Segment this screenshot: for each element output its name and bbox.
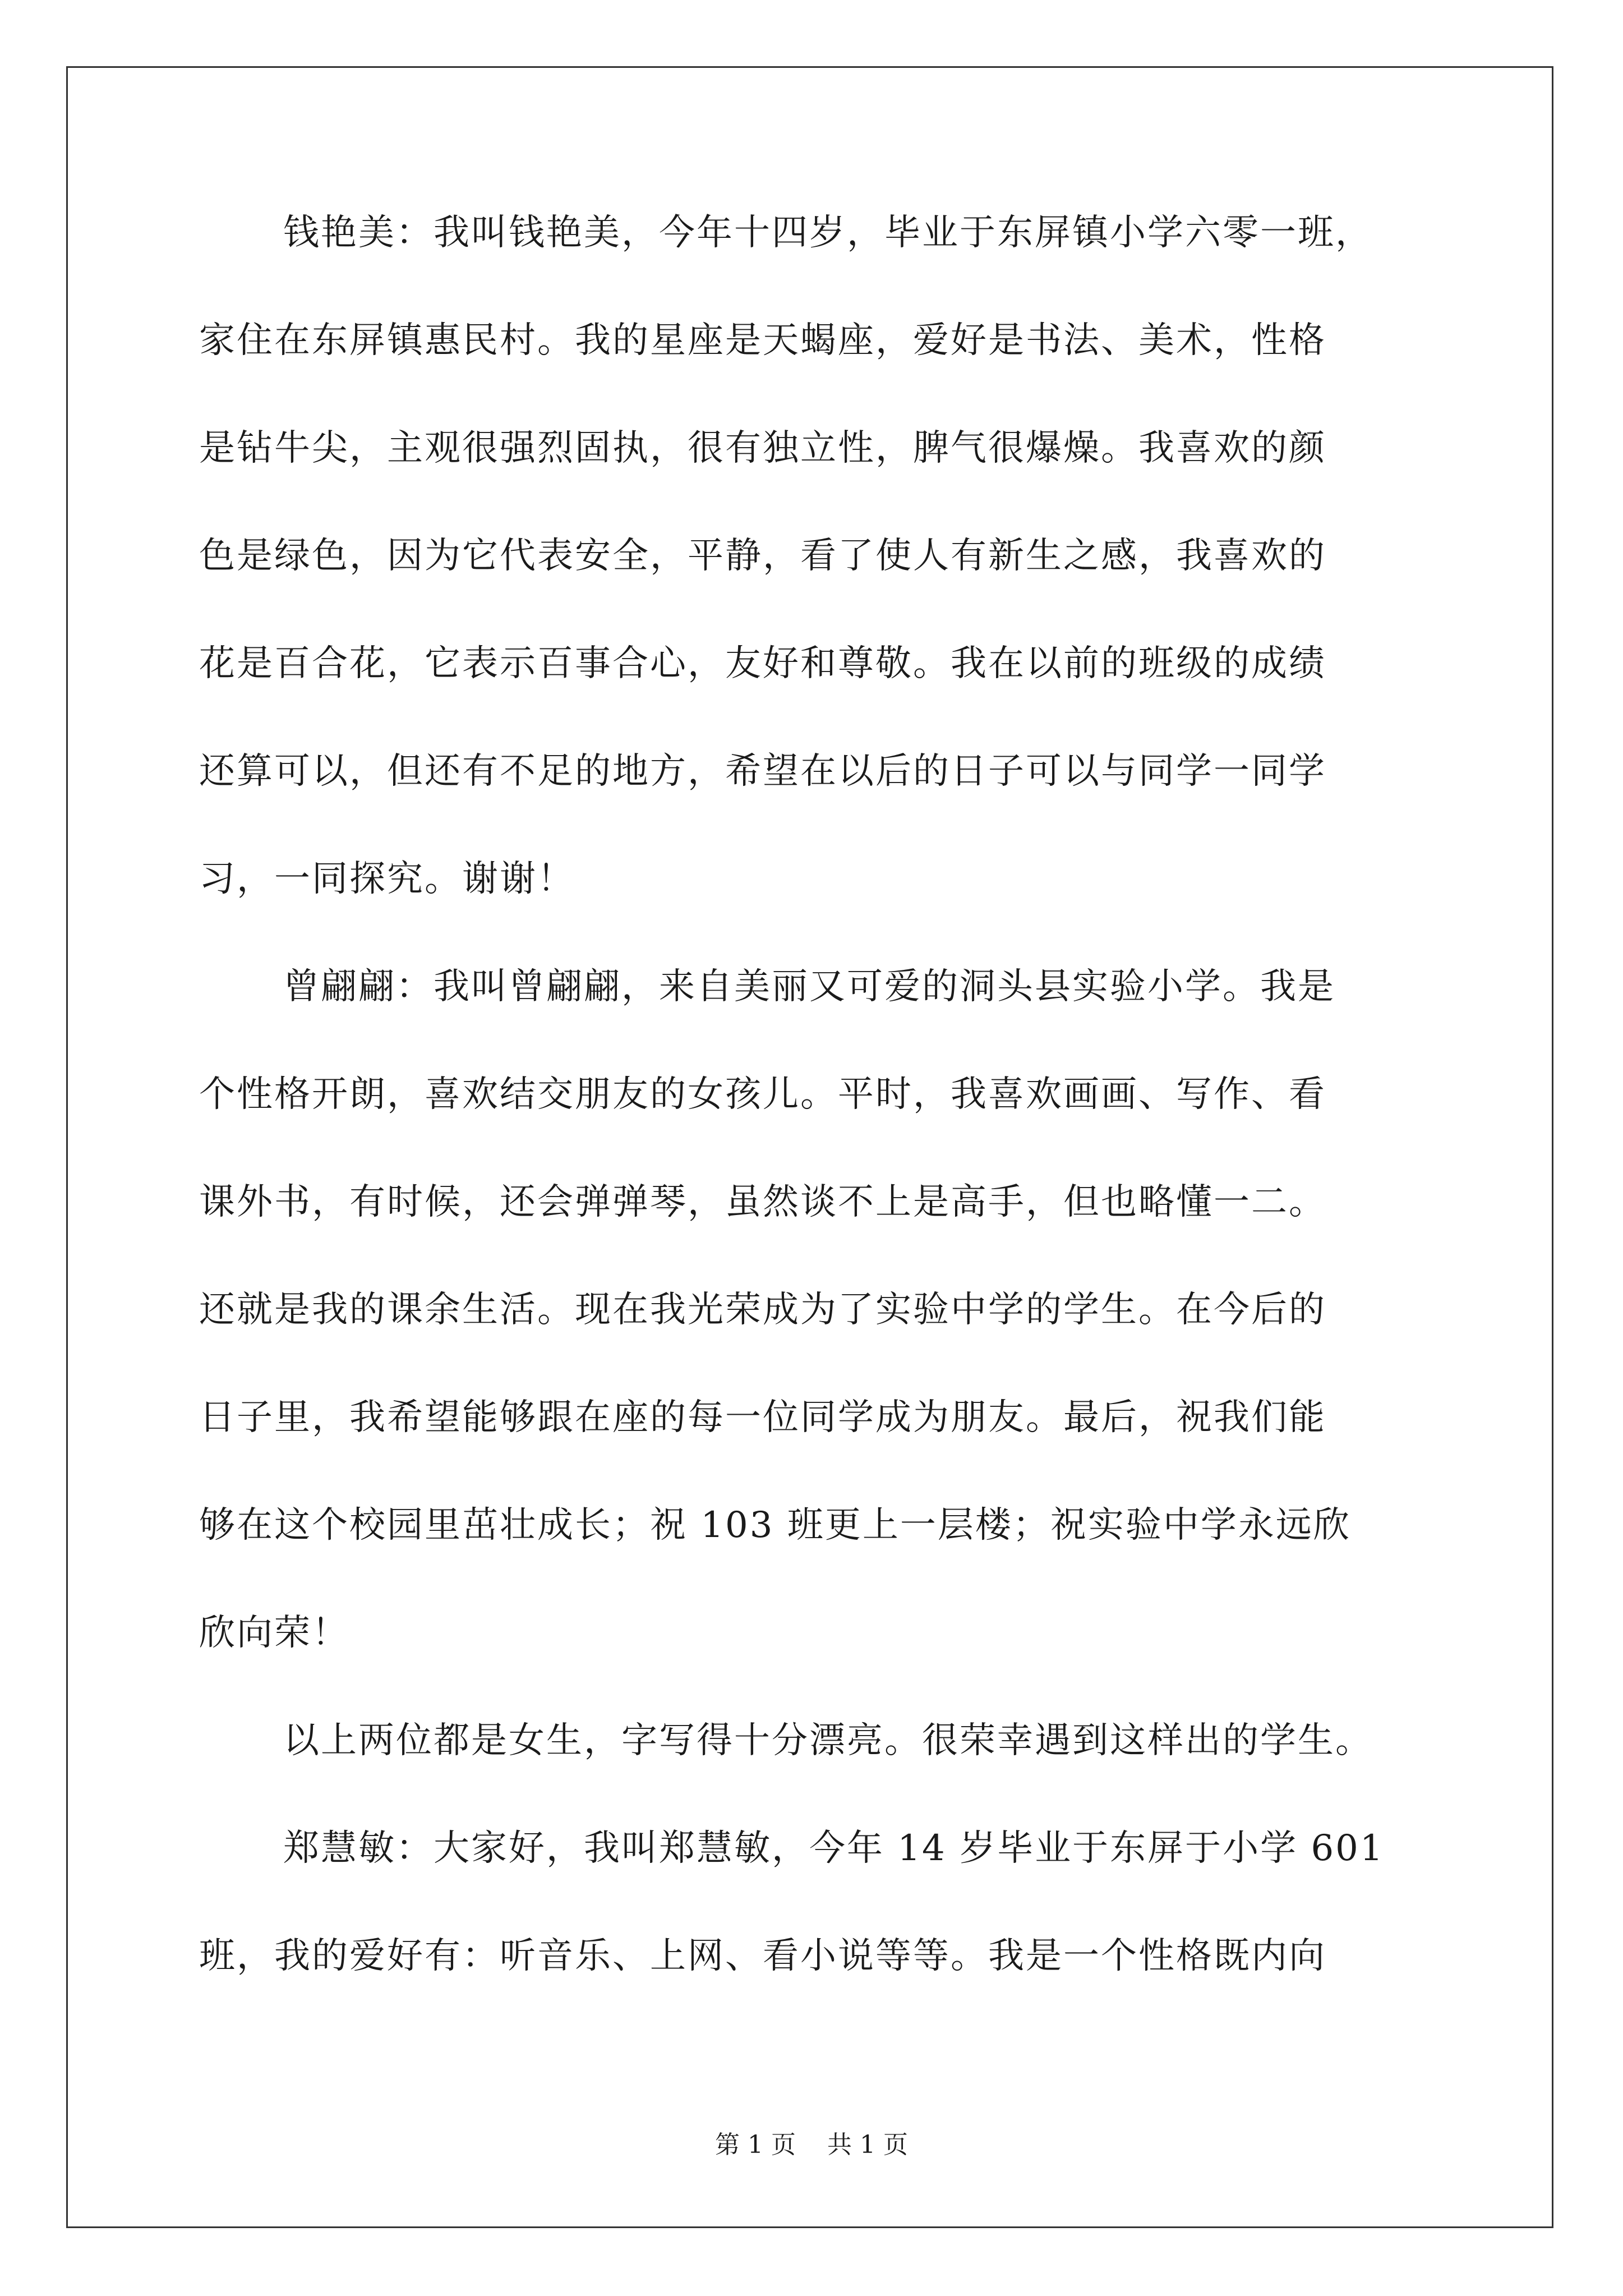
text-line: 班，我的爱好有：听音乐、上网、看小说等等。我是一个性格既内向 [199,1935,1326,1977]
text-line: 色是绿色，因为它代表安全，平静，看了使人有新生之感，我喜欢的 [199,535,1326,577]
text-line: 课外书，有时候，还会弹弹琴，虽然谈不上是高手，但也略懂一二。 [199,1181,1326,1223]
text-line: 习，一同探究。谢谢！ [199,858,575,900]
page-total: 共 1 页 [827,2131,908,2159]
text-line: 够在这个校园里茁壮成长；祝 103 班更上一层楼；祝实验中学永远欣 [199,1504,1351,1546]
page-footer [0,2128,1623,2162]
text-line: 还就是我的课余生活。现在我光荣成为了实验中学的学生。在今后的 [199,1289,1326,1331]
text-line: 还算可以，但还有不足的地方，希望在以后的日子可以与同学一同学 [199,751,1326,792]
text-line: 钱艳美：我叫钱艳美，今年十四岁，毕业于东屏镇小学六零一班， [283,212,1373,254]
page-number: 第 1 页 [715,2131,796,2159]
page-border [66,66,1553,2228]
text-line: 个性格开朗，喜欢结交朋友的女孩儿。平时，我喜欢画画、写作、看 [199,1074,1326,1115]
text-line: 是钻牛尖，主观很强烈固执，很有独立性，脾气很爆燥。我喜欢的颜 [199,427,1326,469]
text-line: 花是百合花，它表示百事合心，友好和尊敬。我在以前的班级的成绩 [199,643,1326,684]
text-line: 曾翩翩：我叫曾翩翩，来自美丽又可爱的洞头县实验小学。我是 [283,966,1335,1007]
text-line: 以上两位都是女生，字写得十分漂亮。很荣幸遇到这样出的学生。 [283,1720,1373,1761]
text-line: 欣向荣！ [199,1612,349,1654]
text-line: 家住在东屏镇惠民村。我的星座是天蝎座，爱好是书法、美术，性格 [199,320,1326,361]
text-line: 郑慧敏：大家好，我叫郑慧敏，今年 14 岁毕业于东屏于小学 601 [283,1828,1385,1869]
text-line: 日子里，我希望能够跟在座的每一位同学成为朋友。最后，祝我们能 [199,1397,1326,1438]
